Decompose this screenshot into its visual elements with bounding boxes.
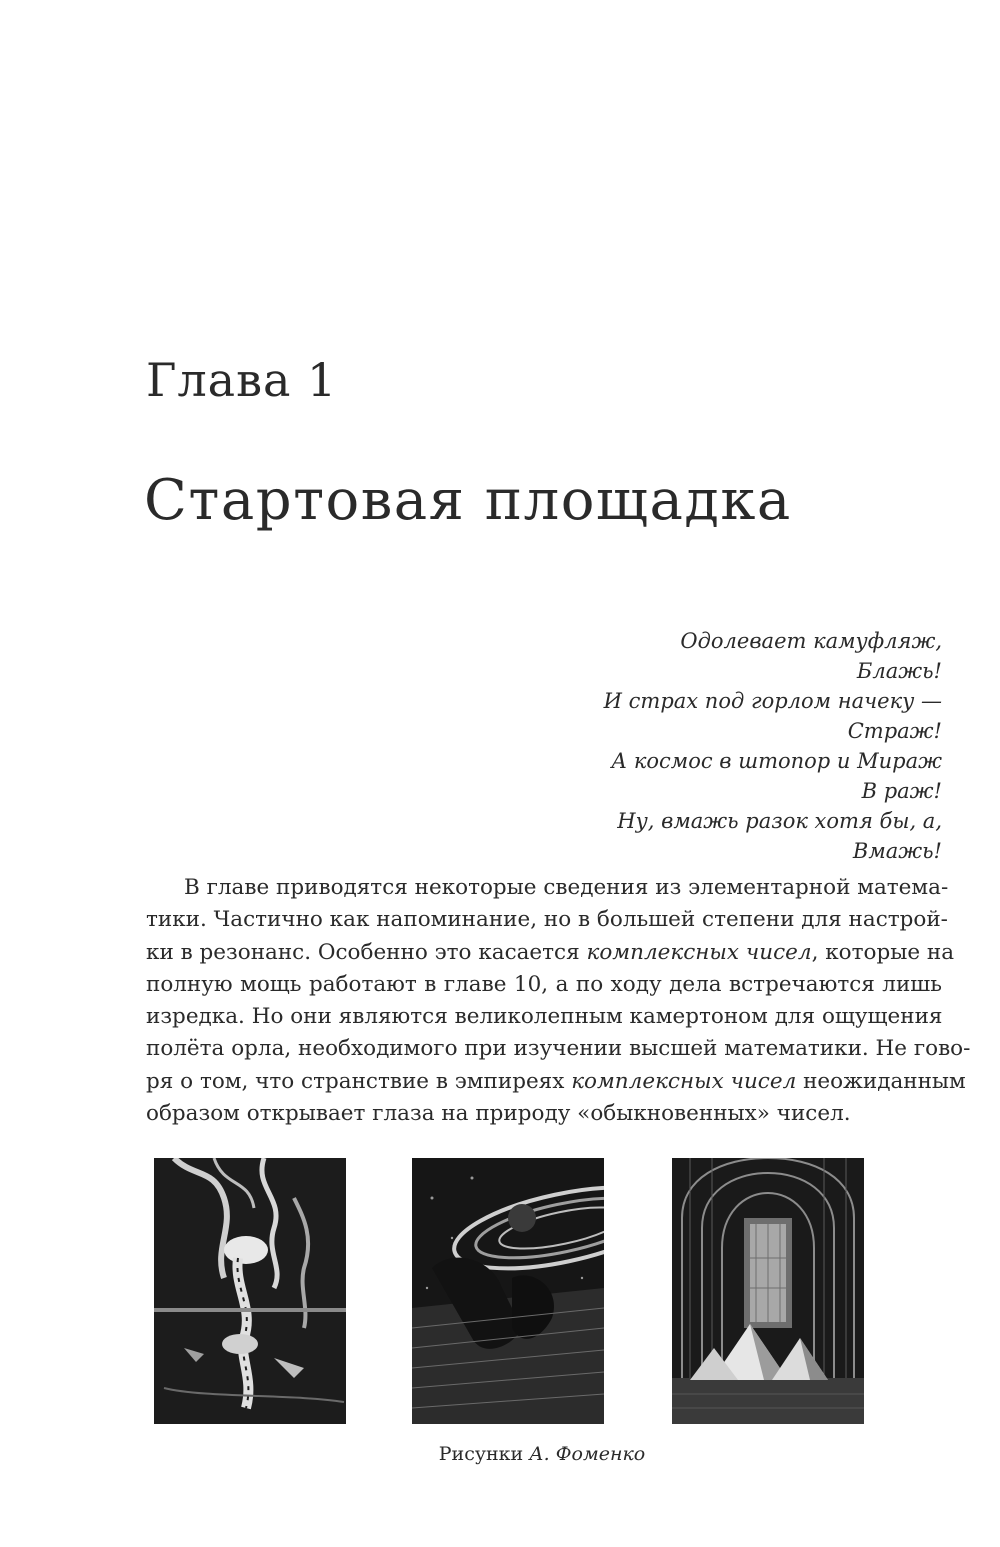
emphasis-term: комплексных чисел — [586, 939, 812, 965]
epigraph-line: И страх под горлом начеку — — [603, 689, 942, 713]
epigraph-line: А космос в штопор и Мираж — [611, 749, 942, 773]
illustration-cathedral — [672, 1158, 864, 1424]
paragraph-line: образом открывает глаза на природу «обыкновенных» чисел. — [146, 1101, 851, 1127]
epigraph-line: В раж! — [861, 779, 942, 803]
chapter-title: Стартовая площадка — [144, 468, 792, 533]
caption-prefix: Рисунки — [438, 1443, 530, 1465]
chapter-number: Глава 1 — [146, 353, 338, 407]
paragraph-line: полную мощь работают в главе 10, а по ходу дела встречаются лишь — [146, 971, 942, 997]
illustration-reflection — [154, 1158, 346, 1424]
epigraph-line: Вмажь! — [852, 839, 942, 863]
paragraph-line: В главе приводятся некоторые сведения из элементарной матема- — [184, 875, 949, 900]
emphasis-term: комплексных чисел — [571, 1068, 797, 1094]
epigraph-line: Страж! — [847, 719, 942, 743]
caption-author: А. Фоменко — [529, 1443, 646, 1465]
text-run: , которые на — [811, 939, 955, 965]
body-paragraph — [146, 872, 971, 1130]
paragraph-line: полёта орла, необходимого при изучении высшей математики. Не гово- — [146, 1036, 971, 1062]
epigraph-line: Одолевает камуфляж, — [680, 629, 942, 653]
text-run: неожиданным — [796, 1068, 966, 1094]
paragraph-line: изредка. Но они являются великолепным камертоном для ощущения — [146, 1004, 943, 1030]
paragraph-line: тики. Частично как напоминание, но в большей степени для настрой- — [146, 907, 948, 933]
figure-caption — [0, 1440, 1000, 1468]
epigraph-line: Блажь! — [856, 659, 942, 683]
illustration-planet — [412, 1158, 604, 1424]
epigraph-line: Ну, вмажь разок хотя бы, а, — [617, 809, 942, 833]
text-run: ки в резонанс. Особенно это касается — [146, 939, 587, 965]
text-run: ря о том, что странствие в эмпиреях — [146, 1068, 572, 1094]
paragraph-line — [146, 1066, 966, 1098]
paragraph-line — [146, 937, 955, 969]
epigraph — [522, 626, 942, 866]
